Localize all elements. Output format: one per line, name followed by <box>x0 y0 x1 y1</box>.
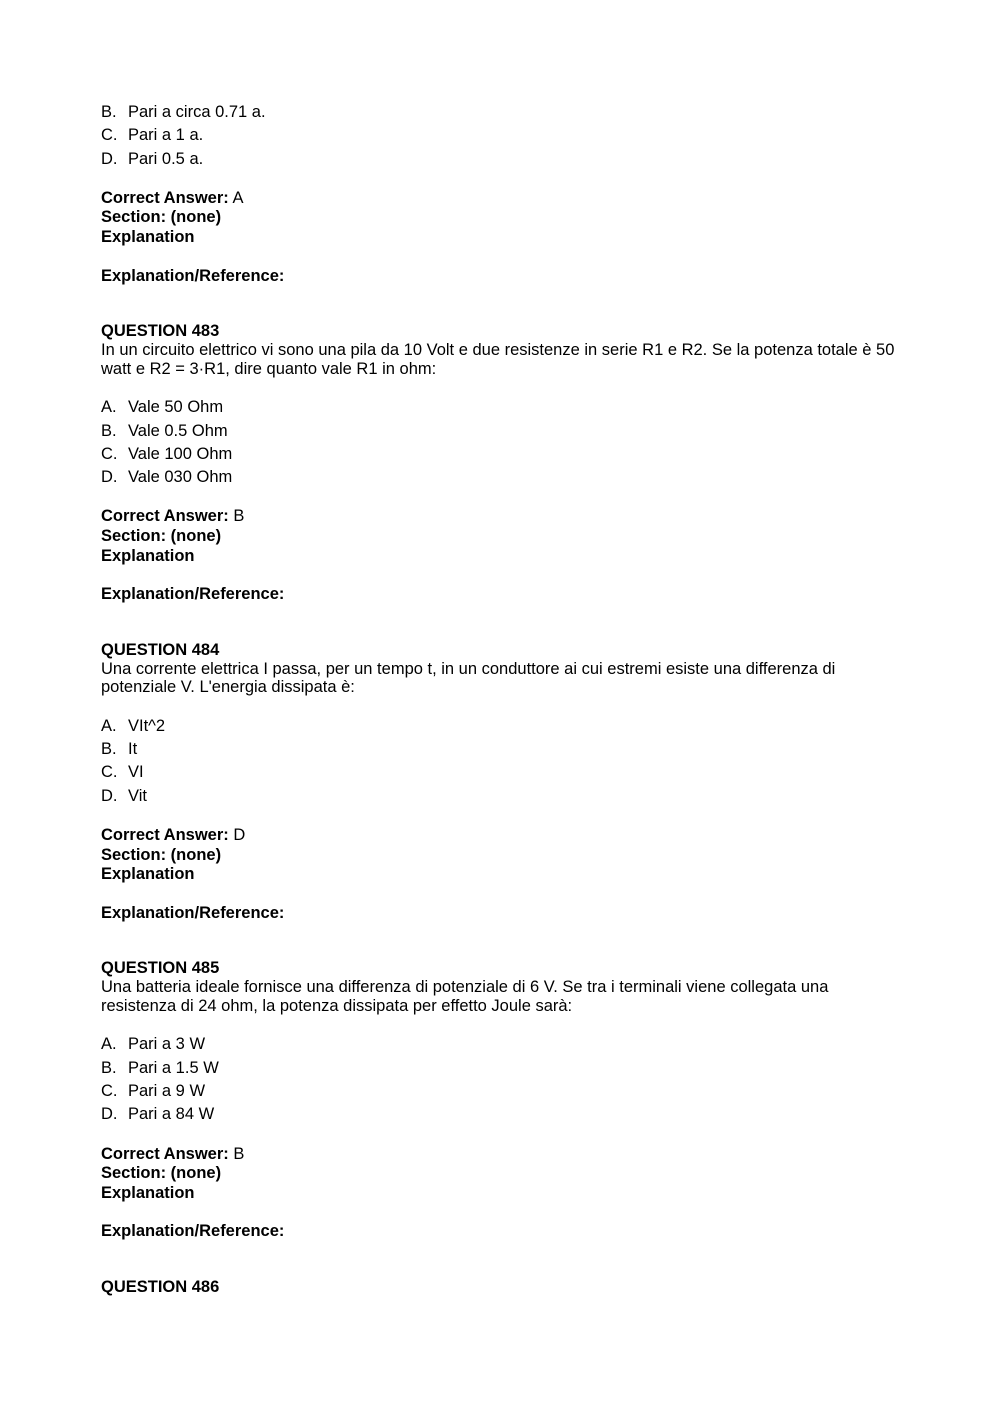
option-letter: B. <box>101 421 117 440</box>
answer-option <box>101 1082 901 1105</box>
question-text: Una batteria ideale fornisce una differenza di potenziale di 6 V. Se tra i terminali viene collegata una resistenza di 24 ohm, la potenza dissipata per effetto Joule sarà: <box>101 978 829 1015</box>
option-text: It <box>128 740 138 759</box>
answer-option <box>101 1105 901 1128</box>
correct-answer-value: D <box>228 826 246 845</box>
option-letter: B. <box>101 740 117 759</box>
explanation-label: Explanation <box>101 546 195 565</box>
explanation-reference-label: Explanation/Reference: <box>101 585 285 604</box>
answer-option <box>101 763 901 786</box>
correct-answer-value: B <box>228 507 245 526</box>
option-letter: D. <box>101 149 118 168</box>
option-letter: C. <box>101 444 118 463</box>
answer-option <box>101 1059 901 1082</box>
option-letter: A. <box>101 1035 117 1054</box>
question-title: QUESTION 484 <box>101 640 220 659</box>
answer-options <box>101 717 901 810</box>
answer-option <box>101 422 901 445</box>
option-text: Pari a 1.5 W <box>128 1058 219 1077</box>
option-letter: D. <box>101 468 118 487</box>
option-letter: C. <box>101 126 118 145</box>
question-title: QUESTION 486 <box>101 1277 220 1296</box>
option-letter: B. <box>101 1058 117 1077</box>
option-letter: A. <box>101 716 117 735</box>
answer-meta <box>101 507 901 566</box>
explanation-label: Explanation <box>101 865 195 884</box>
answer-meta <box>101 189 901 248</box>
question-text: In un circuito elettrico vi sono una pila da 10 Volt e due resistenze in serie R1 e R2. Se la potenza totale è 50 watt e R2 = 3·R1, dire quanto vale R1 in ohm: <box>101 341 895 378</box>
option-letter: B. <box>101 103 117 121</box>
correct-answer <box>101 189 901 209</box>
question-block <box>101 1278 901 1297</box>
option-text: Vale 0.5 Ohm <box>128 421 228 440</box>
correct-answer-label: Correct Answer: <box>101 826 229 845</box>
answer-option <box>101 717 901 740</box>
option-text: Pari a 9 W <box>128 1081 206 1100</box>
option-text: Vale 030 Ohm <box>128 468 233 487</box>
answer-option <box>101 398 901 421</box>
option-text: VI <box>128 763 144 782</box>
option-text: Pari 0.5 a. <box>128 149 204 168</box>
correct-answer-label: Correct Answer: <box>101 507 229 526</box>
explanation-label: Explanation <box>101 228 195 247</box>
option-text: Vit <box>128 786 147 805</box>
explanation-label: Explanation <box>101 1183 195 1202</box>
question-title: QUESTION 483 <box>101 322 220 341</box>
answer-options <box>101 103 901 173</box>
answer-option <box>101 445 901 468</box>
answer-option <box>101 150 901 173</box>
option-letter: C. <box>101 763 118 782</box>
option-letter: C. <box>101 1081 118 1100</box>
option-text: Pari a 3 W <box>128 1035 206 1054</box>
question-title: QUESTION 485 <box>101 959 220 978</box>
option-text: Vale 100 Ohm <box>128 444 233 463</box>
correct-answer <box>101 1145 901 1165</box>
correct-answer-value: B <box>228 1144 245 1163</box>
option-text: VIt^2 <box>128 716 166 735</box>
section-label: Section: (none) <box>101 208 222 227</box>
option-text: Vale 50 Ohm <box>128 398 224 417</box>
option-letter: D. <box>101 786 118 805</box>
answer-option <box>101 103 901 126</box>
explanation-reference-label: Explanation/Reference: <box>101 1222 285 1241</box>
question-text: Una corrente elettrica I passa, per un tempo t, in un conduttore ai cui estremi esiste una differenza di potenziale V. L'energia dissipata è: <box>101 659 836 697</box>
question-block <box>101 959 901 1242</box>
correct-answer-label: Correct Answer: <box>101 188 229 207</box>
document-page <box>101 103 901 1297</box>
answer-meta <box>101 1145 901 1204</box>
section-label: Section: (none) <box>101 527 222 546</box>
explanation-reference-label: Explanation/Reference: <box>101 266 285 285</box>
answer-options <box>101 1035 901 1128</box>
option-text: Pari a 84 W <box>128 1105 215 1124</box>
answer-option <box>101 787 901 810</box>
question-block <box>101 322 901 605</box>
section-label: Section: (none) <box>101 1164 222 1183</box>
answer-options <box>101 398 901 491</box>
question-block <box>101 641 901 924</box>
option-text: Pari a circa 0.71 a. <box>128 103 266 121</box>
answer-option <box>101 1035 901 1058</box>
correct-answer-value: A <box>228 188 244 207</box>
option-text: Pari a 1 a. <box>128 126 204 145</box>
answer-option <box>101 468 901 491</box>
section-label: Section: (none) <box>101 845 222 864</box>
answer-option <box>101 126 901 149</box>
explanation-reference-label: Explanation/Reference: <box>101 903 285 922</box>
correct-answer-label: Correct Answer: <box>101 1144 229 1163</box>
correct-answer <box>101 826 901 846</box>
option-letter: D. <box>101 1105 118 1124</box>
correct-answer <box>101 507 901 527</box>
answer-meta <box>101 826 901 885</box>
answer-option <box>101 740 901 763</box>
option-letter: A. <box>101 398 117 417</box>
